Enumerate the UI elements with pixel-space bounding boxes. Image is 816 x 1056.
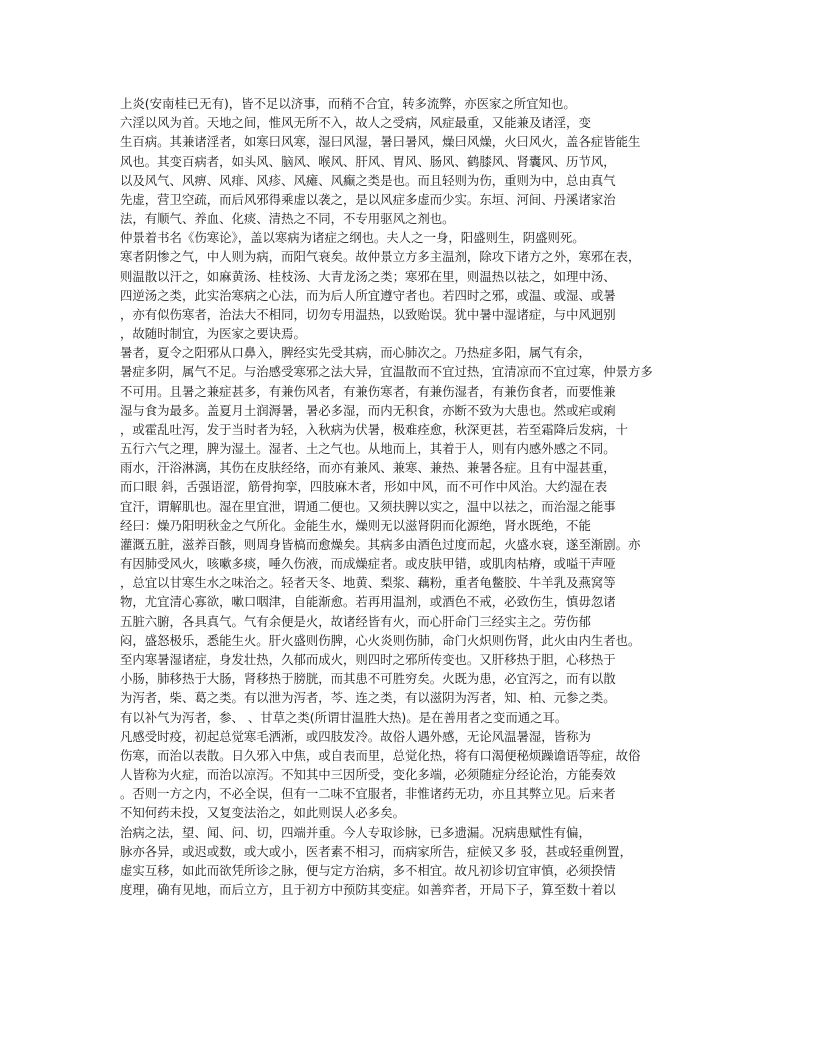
text-line: 五行六气之理，脾为湿土。湿者、土之气也。从地而上，其着于人，则有内感外感之不同。 [120, 441, 616, 457]
text-line: 经曰：燥乃阳明秋金之气所化。金能生水，燥则无以滋肾阴而化源绝，肾水既绝，不能 [120, 517, 591, 533]
text-line: 虚实互移，如此而欲凭所诊之脉，便与定方治病，多不相宜。故凡初诊切宜审慎，必须揆情 [120, 862, 616, 878]
text-line: ，总宜以甘寒生水之味治之。轻者天冬、地黄、梨浆、藕粉，重者龟鳖胶、牛羊乳及燕窝等 [120, 575, 616, 591]
text-line: 四逆汤之类，此实治寒病之心法，而为后人所宜遵守者也。若四时之邪，或温、或湿、或暑 [120, 287, 616, 303]
text-line: 生百病。其兼诸淫者，如寒曰风寒，湿曰风湿，暑曰暑风，燥曰风燥，火曰风火，盖各症皆能生 [120, 134, 641, 150]
text-line: 先虚，营卫空疏，而后风邪得乘虚以袭之，是以风症多虚而少实。东垣、河间、丹溪诸家治 [120, 191, 616, 207]
text-line: 上炎(安南桂已无有)，皆不足以济事，而稍不合宜，转多流弊，亦医家之所宜知也。 [120, 96, 576, 111]
text-line: 为泻者，柴、葛之类。有以泄为泻者，芩、连之类，有以滋阴为泻者，知、柏、元参之类。 [120, 690, 616, 706]
text-line: 灌溉五脏，滋养百骸，则周身皆槁而愈燥矣。其病多由酒色过度而起，火盛水衰，遂至渐剧。亦 [120, 536, 641, 552]
text-line: ，故随时制宜，为医家之要诀焉。 [120, 326, 306, 342]
text-line: 寒者阴惨之气，中人则为病，而阳气衰矣。故仲景立方多主温剂，除攻下诸方之外，寒邪在表， [120, 249, 641, 265]
text-line: 伤寒，而治以表散。日久邪入中焦，或自表而里，总觉化热，将有口渴便秘烦躁谵语等症，故俗 [120, 747, 641, 763]
text-line: 而口眼 斜，舌强语涩，筋骨拘挛，四肢麻木者，形如中风，而不可作中风治。大约湿在表 [120, 479, 608, 495]
text-line: 至内寒暑湿诸症，身发壮热，久郁而成火，则四时之邪所传变也。又肝移热于胆，心移热于 [120, 651, 616, 667]
text-line: 有以补气为泻者，参、 、甘草之类(所谓甘温胜大热)。是在善用者之变而通之耳。 [120, 709, 568, 725]
text-line: 小肠，肺移热于大肠，肾移热于膀胱，而其患不可胜穷矣。火既为患，必宜泻之，而有以散 [120, 671, 616, 687]
text-line: 湿与食为最多。盖夏月土润溽暑，暑必多湿，而内无积食，亦断不致为大患也。然或疟或痢 [120, 402, 616, 418]
text-line: 。否则一方之内，不必全误，但有一二味不宜服者，非惟诸药无功，亦且其弊立见。后来者 [120, 786, 616, 802]
text-line: 以及风气、风痹、风痱、风疹、风瘫、风癫之类是也。而且轻则为伤，重则为中，总由真气 [120, 172, 616, 188]
text-line: 五脏六腑，各具真气。气有余便是火，故诸经皆有火，而心肝命门三经实主之。劳伤郁 [120, 613, 591, 629]
text-line: 雨水，汗浴淋漓，其伤在皮肤经络，而亦有兼风、兼寒、兼热、兼暑各症。且有中湿甚重， [120, 460, 616, 476]
text-line: 闷，盛怒极乐，悉能生火。肝火盛则伤脾，心火炎则伤肺，命门火炽则伤肾，此火由内生者也。 [120, 632, 641, 648]
text-line: 不可用。且暑之兼症甚多，有兼伤风者，有兼伤寒者，有兼伤湿者，有兼伤食者，而要惟兼 [120, 383, 616, 399]
text-line: 有因肺受风火，咳嗽多痰，唾久伤液，而成燥症者。或皮肤甲错，或肌肉枯瘠，或嗌干声哑 [120, 556, 616, 572]
text-line: ，或霍乱吐泻，发于当时者为轻，入秋病为伏暑，极难痊愈，秋深更甚，若至霜降后发病，十 [120, 421, 629, 437]
text-line: 法，有顺气、养血、化痰、清热之不同，不专用驱风之剂也。 [120, 211, 455, 227]
text-line: 人皆称为火症，而治以凉泻。不知其中三因所受，变化多端，必须随症分经论治，方能奏效 [120, 767, 616, 783]
body-text [120, 94, 700, 899]
text-line: 物，尤宜清心寡欲，嗽口咽津，自能渐愈。若再用温剂，或酒色不戒，必致伤生，慎毋忽诸 [120, 594, 616, 610]
text-line: 治病之法，望、闻、问、切，四端并重。今人专取诊脉，已多遗漏。况病患赋性有偏， [120, 824, 591, 840]
text-line: 暑症多阴，属气不足。与治感受寒邪之法大异，宜温散而不宜过热，宜清凉而不宜过寒，仲景方多 [120, 364, 653, 380]
text-line: 则温散以汗之，如麻黄汤、桂枝汤、大青龙汤之类；寒邪在里，则温热以祛之，如理中汤、 [120, 268, 616, 284]
text-line: 凡感受时疫，初起总觉寒毛洒淅，或四肢发冷。故俗人遇外感，无论风温暑湿，皆称为 [120, 728, 591, 744]
text-line: 度理，确有见地，而后立方，且于初方中预防其变症。如善弈者，开局下子，算至数十着以 [120, 882, 616, 898]
text-line: 仲景着书名《伤寒论》，盖以寒病为诸症之纲也。夫人之一身，阳盛则生，阴盛则死。 [120, 230, 585, 246]
text-line: ，亦有似伤寒者，治法大不相同，切勿专用温热，以致贻误。犹中暑中湿诸症，与中风迥别 [120, 306, 616, 322]
text-line: 不知何药未投，又复变法治之，如此则误人必多矣。 [120, 805, 405, 821]
text-line: 脉亦各异，或迟或数，或大或小，医者素不相习，而病家所告，症候又多 驳，甚或轻重例置， [120, 843, 632, 859]
text-line: 风也。其变百病者，如头风、脑风、喉风、肝风、胃风、肠风、鹤膝风、肾囊风、历节风， [120, 153, 616, 169]
text-line: 六淫以风为首。天地之间，惟风无所不入，故人之受病，风症最重，又能兼及诸淫，变 [120, 115, 591, 131]
text-line: 暑者，夏令之阳邪从口鼻入，脾经实先受其病，而心肺次之。乃热症多阳，属气有余， [120, 345, 591, 361]
text-line: 宜汗，谓解肌也。湿在里宜泄，谓通二便也。又须扶脾以实之，温中以祛之，而治湿之能事 [120, 498, 616, 514]
